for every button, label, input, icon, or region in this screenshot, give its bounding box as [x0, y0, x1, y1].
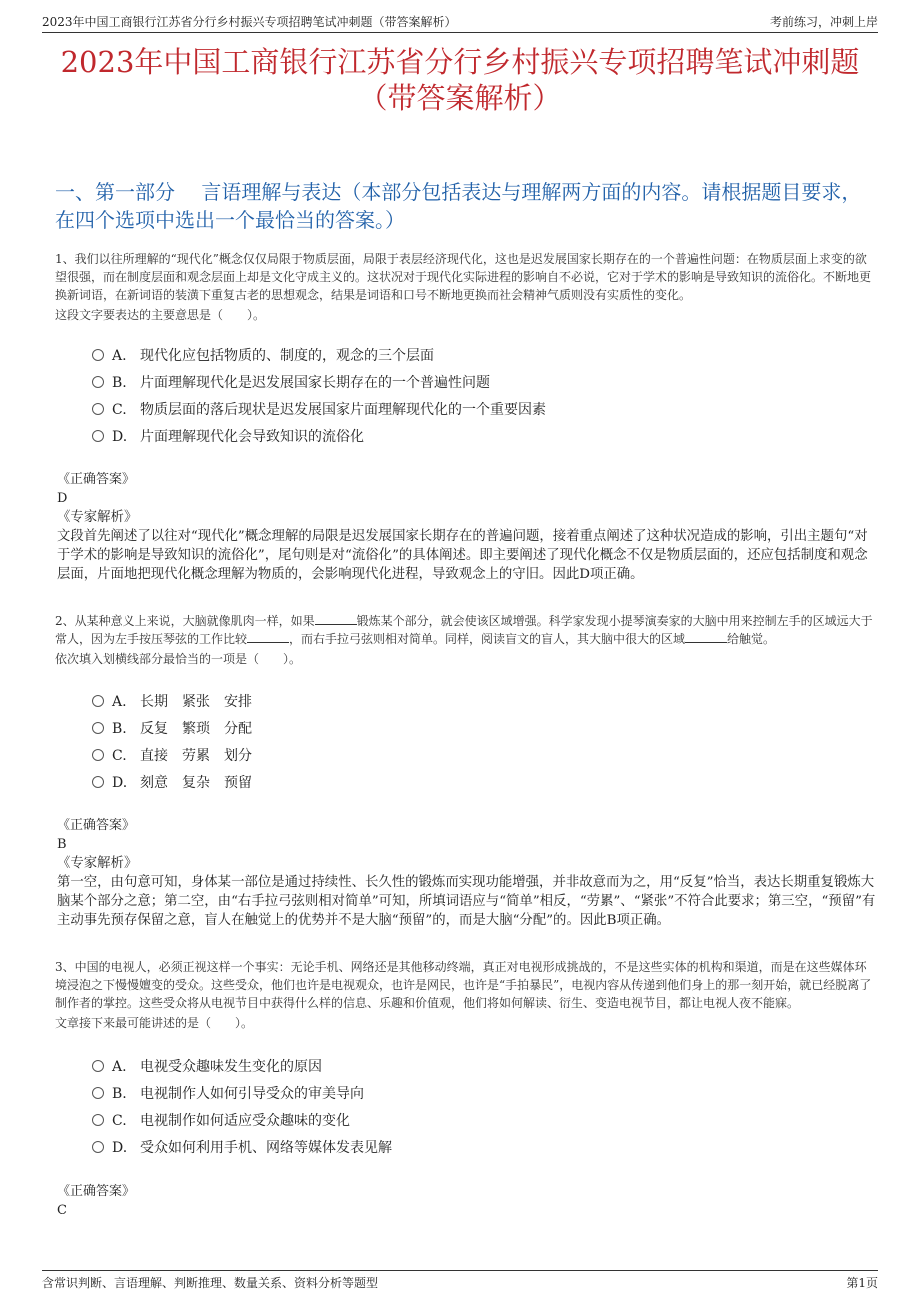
q2-answer-block — [57, 816, 876, 854]
analysis-label: 《专家解析》 — [57, 510, 138, 525]
q3-option-c[interactable]: C. 电视制作如何适应受众趣味的变化 — [92, 1111, 350, 1131]
answer-value: B — [57, 837, 67, 852]
q2-analysis-block — [57, 854, 876, 930]
q1-option-a[interactable]: A. 现代化应包括物质的、制度的，观念的三个层面 — [92, 346, 434, 366]
q2-option-c[interactable]: C. 直接 劳累 划分 — [92, 746, 252, 766]
analysis-text: 第一空，由句意可知，身体某一部位是通过持续性、长久性的锻炼而实现功能增强，并非故意而为之，用“反复”恰当，表达长期重复锻炼大脑某个部分之意；第二空，由“右手拉弓弦则相对简单”可知，所填词语应与“简单”相反，“劳累”、“紧张”不符合此要求；第三空，“预留”有主动事先预存保留之意，盲人在触觉上的优势并不是大脑“预留”的，而是大脑“分配”的。因此B项正确。 — [57, 875, 876, 928]
radio-icon[interactable] — [92, 749, 104, 761]
radio-icon[interactable] — [92, 1087, 104, 1099]
page-title — [0, 44, 920, 116]
question-2-stem: 依次填入划横线部分最恰当的一项是（ ）。 — [55, 652, 302, 666]
radio-icon[interactable] — [92, 349, 104, 361]
title-line-1: 2023年中国工商银行江苏省分行乡村振兴专项招聘笔试冲刺题 — [60, 45, 860, 79]
answer-label: 《正确答案》 — [57, 818, 136, 833]
answer-value: D — [57, 491, 68, 506]
footer-categories: 含常识判断、言语理解、判断推理、数量关系、资料分析等题型 — [42, 1276, 379, 1290]
question-2 — [55, 612, 876, 668]
q2-option-d[interactable]: D. 刻意 复杂 预留 — [92, 773, 252, 793]
analysis-text: 文段首先阐述了以往对“现代化”概念理解的局限是迟发展国家长期存在的普遍问题，接着重点阐述了这种状况造成的影响，引出主题句“对于学术的影响是导致知识的流俗化”，尾句则是对“流俗化”的具体阐述。即主要阐述了现代化概念不仅是物质层面的，还应包括制度和观念层面，片面地把现代化概念理解为物质的，会影响现代化进程，导致观念上的守旧。因此D项正确。 — [57, 529, 868, 582]
radio-icon[interactable] — [92, 695, 104, 707]
page-header — [42, 10, 878, 33]
q1-analysis-block — [57, 508, 876, 584]
radio-icon[interactable] — [92, 1114, 104, 1126]
radio-icon[interactable] — [92, 1060, 104, 1072]
q1-option-b[interactable]: B. 片面理解现代化是迟发展国家长期存在的一个普遍性问题 — [92, 373, 490, 393]
question-1-text: 1、我们以往所理解的“现代化”概念仅仅局限于物质层面，局限于表层经济现代化，这也是迟发展国家长期存在的一个普遍性问题：在物质层面上求变的欲望很强，而在制度层面和观念层面上却是文化守成主义的。这状况对于现代化实际进程的影响自不必说，它对于学术的影响是导致知识的流俗化。不断地更换新词语，在新词语的装潢下重复古老的思想观念，结果是词语和口号不断地更换而社会精神气质则没有实质性的变化。 — [55, 252, 872, 302]
answer-value: C — [57, 1203, 67, 1218]
fill-blank — [685, 642, 727, 643]
answer-label: 《正确答案》 — [57, 1184, 136, 1199]
radio-icon[interactable] — [92, 776, 104, 788]
radio-icon[interactable] — [92, 1141, 104, 1153]
question-2-text: 2、从某种意义上来说，大脑就像肌肉一样，如果 锻炼某个部分，就会使该区域增强。科学家发现小提琴演奏家的大脑中用来控制左手的区域远大于常人，因为左手按压琴弦的工作比较 ，而右手拉弓弦则相对简单。同样，阅读盲文的盲人，其大脑中很大的区域 给触觉。 — [55, 614, 873, 646]
q1-option-c[interactable]: C. 物质层面的落后现状是迟发展国家片面理解现代化的一个重要因素 — [92, 400, 546, 420]
section-heading: 一、第一部分 言语理解与表达（本部分包括表达与理解两方面的内容。请根据题目要求，在四个选项中选出一个最恰当的答案。） — [55, 180, 862, 232]
q2-option-a[interactable]: A. 长期 紧张 安排 — [92, 692, 252, 712]
fill-blank — [315, 624, 357, 625]
fill-blank — [247, 642, 289, 643]
header-doc-title: 2023年中国工商银行江苏省分行乡村振兴专项招聘笔试冲刺题（带答案解析） — [42, 15, 457, 29]
header-slogan: 考前练习，冲刺上岸 — [769, 15, 878, 29]
question-3-text: 3、中国的电视人，必须正视这样一个事实：无论手机、网络还是其他移动终端，真正对电视形成挑战的，不是这些实体的机构和渠道，而是在这些媒体环境浸泡之下慢慢嬗变的受众。这些受众，他们也许是电视观众，也许是网民，也许是“手拍暴民”，电视内容从传递到他们身上的那一刻开始，就已经脱离了制作者的掌控。这些受众将从电视节目中获得什么样的信息、乐趣和价值观，他们将如何解读、衍生、变造电视节目，都让电视人夜不能寐。 — [55, 960, 872, 1010]
question-3 — [55, 958, 876, 1032]
q3-option-d[interactable]: D. 受众如何利用手机、网络等媒体发表见解 — [92, 1138, 392, 1158]
q3-answer-block — [57, 1182, 876, 1220]
radio-icon[interactable] — [92, 722, 104, 734]
question-3-stem: 文章接下来最可能讲述的是（ ）。 — [55, 1016, 254, 1030]
q1-answer-block — [57, 470, 876, 508]
q2-option-b[interactable]: B. 反复 繁琐 分配 — [92, 719, 252, 739]
q3-option-a[interactable]: A. 电视受众趣味发生变化的原因 — [92, 1057, 322, 1077]
radio-icon[interactable] — [92, 403, 104, 415]
answer-label: 《正确答案》 — [57, 472, 136, 487]
title-line-2: （带答案解析） — [358, 81, 562, 115]
q3-option-b[interactable]: B. 电视制作人如何引导受众的审美导向 — [92, 1084, 364, 1104]
question-1-stem: 这段文字要表达的主要意思是（ ）。 — [55, 308, 266, 322]
radio-icon[interactable] — [92, 430, 104, 442]
page-number: 第1页 — [846, 1276, 878, 1290]
radio-icon[interactable] — [92, 376, 104, 388]
question-1 — [55, 250, 876, 324]
q1-option-d[interactable]: D. 片面理解现代化会导致知识的流俗化 — [92, 427, 364, 447]
page-footer — [42, 1270, 878, 1290]
analysis-label: 《专家解析》 — [57, 856, 138, 871]
